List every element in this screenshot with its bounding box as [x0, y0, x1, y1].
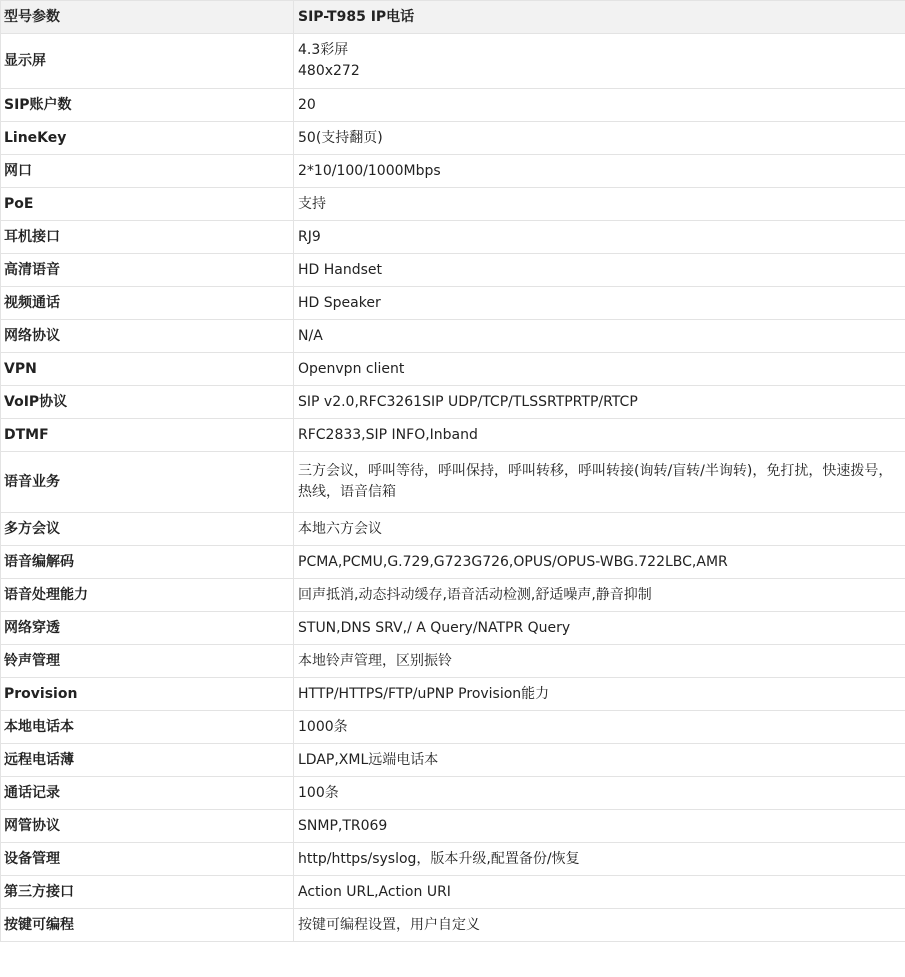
spec-value [294, 513, 905, 546]
spec-value-line: 按键可编程设置，用户自定义 [298, 916, 480, 933]
spec-value [294, 254, 905, 287]
spec-label: PoE [1, 188, 294, 221]
spec-table-body [1, 1, 905, 942]
spec-value-line: 4.3彩屏 [298, 42, 349, 58]
spec-label: 高清语音 [1, 254, 294, 287]
table-row [1, 353, 905, 386]
spec-value-line: http/https/syslog，版本升级,配置备份/恢复 [298, 850, 580, 867]
spec-value [294, 678, 905, 711]
spec-value [294, 155, 905, 188]
spec-value-line: N/A [298, 327, 323, 344]
spec-label: 多方会议 [1, 513, 294, 546]
spec-label: 显示屏 [1, 34, 294, 89]
spec-value-line: 三方会议，呼叫等待，呼叫保持，呼叫转移，呼叫转接(询转/盲转/半询转)，免打扰，快速拨号，热线，语音信箱 [298, 463, 893, 500]
spec-value [294, 876, 905, 909]
spec-label: VoIP协议 [1, 386, 294, 419]
spec-label: 网管协议 [1, 810, 294, 843]
spec-value-line: PCMA,PCMU,G.729,G723G726,OPUS/OPUS-WBG.722LBC,AMR [298, 553, 728, 570]
spec-value-line: HD Speaker [298, 294, 381, 311]
spec-value-line: Action URL,Action URI [298, 883, 451, 900]
spec-label: 网络协议 [1, 320, 294, 353]
table-row [1, 386, 905, 419]
table-row [1, 419, 905, 452]
spec-value-line: 20 [298, 96, 316, 113]
spec-label: 语音业务 [1, 452, 294, 513]
table-row [1, 579, 905, 612]
spec-label: 设备管理 [1, 843, 294, 876]
table-row [1, 452, 905, 513]
spec-value-line: SIP v2.0,RFC3261SIP UDP/TCP/TLSSRTPRTP/RTCP [298, 393, 638, 410]
table-row [1, 155, 905, 188]
spec-value [294, 810, 905, 843]
spec-value-line: 1000条 [298, 718, 348, 735]
table-row [1, 513, 905, 546]
table-row [1, 320, 905, 353]
spec-value [294, 843, 905, 876]
spec-label: 网口 [1, 155, 294, 188]
spec-value-line: LDAP,XML远端电话本 [298, 751, 439, 768]
spec-value-line: 480x272 [298, 63, 360, 79]
spec-label: VPN [1, 353, 294, 386]
spec-value-line: Openvpn client [298, 360, 405, 377]
table-row [1, 810, 905, 843]
spec-value [294, 744, 905, 777]
spec-value-line: 100条 [298, 784, 339, 801]
spec-value-line: 50(支持翻页) [298, 129, 383, 146]
table-row [1, 89, 905, 122]
spec-label: DTMF [1, 419, 294, 452]
spec-value-line: 回声抵消,动态抖动缓存,语音活动检测,舒适噪声,静音抑制 [298, 586, 652, 603]
table-row [1, 188, 905, 221]
table-row [1, 645, 905, 678]
spec-value [294, 645, 905, 678]
spec-value-line: 本地铃声管理，区别振铃 [298, 652, 452, 669]
spec-label: 远程电话薄 [1, 744, 294, 777]
spec-value-line: 2*10/100/1000Mbps [298, 162, 441, 179]
spec-label: 通话记录 [1, 777, 294, 810]
spec-label: 视频通话 [1, 287, 294, 320]
table-row [1, 287, 905, 320]
table-row [1, 254, 905, 287]
table-row [1, 221, 905, 254]
spec-value [294, 612, 905, 645]
table-row [1, 678, 905, 711]
spec-value-line: 支持 [298, 195, 326, 212]
spec-value-line: STUN,DNS SRV,/ A Query/NATPR Query [298, 619, 571, 636]
spec-value [294, 546, 905, 579]
spec-label: 语音处理能力 [1, 579, 294, 612]
table-row [1, 843, 905, 876]
spec-value [294, 320, 905, 353]
spec-label: 第三方接口 [1, 876, 294, 909]
spec-value [294, 909, 905, 942]
spec-value-line: 本地六方会议 [298, 520, 382, 537]
table-row [1, 546, 905, 579]
spec-label: 网络穿透 [1, 612, 294, 645]
spec-label: Provision [1, 678, 294, 711]
table-row [1, 711, 905, 744]
spec-value [294, 89, 905, 122]
spec-value [294, 579, 905, 612]
spec-value [294, 419, 905, 452]
table-row [1, 122, 905, 155]
spec-value [294, 386, 905, 419]
spec-label: 耳机接口 [1, 221, 294, 254]
spec-value [294, 221, 905, 254]
spec-label: 铃声管理 [1, 645, 294, 678]
table-row [1, 34, 905, 89]
spec-label: LineKey [1, 122, 294, 155]
header-label: 型号参数 [1, 1, 294, 34]
spec-value [294, 34, 905, 89]
spec-value [294, 777, 905, 810]
spec-label: 本地电话本 [1, 711, 294, 744]
spec-value [294, 122, 905, 155]
table-row [1, 612, 905, 645]
spec-label: SIP账户数 [1, 89, 294, 122]
spec-value-line: HTTP/HTTPS/FTP/uPNP Provision能力 [298, 685, 550, 702]
spec-label: 语音编解码 [1, 546, 294, 579]
table-header-row [1, 1, 905, 34]
spec-value-line: RFC2833,SIP INFO,Inband [298, 426, 478, 443]
spec-value-line: SNMP,TR069 [298, 817, 388, 834]
table-row [1, 744, 905, 777]
table-row [1, 777, 905, 810]
spec-value [294, 188, 905, 221]
spec-label: 按键可编程 [1, 909, 294, 942]
table-row [1, 909, 905, 942]
spec-value [294, 353, 905, 386]
spec-value [294, 452, 905, 513]
header-value: SIP-T985 IP电话 [294, 1, 905, 34]
spec-value-line: HD Handset [298, 261, 383, 278]
spec-value-line: RJ9 [298, 228, 321, 245]
table-row [1, 876, 905, 909]
spec-value [294, 287, 905, 320]
spec-value [294, 711, 905, 744]
